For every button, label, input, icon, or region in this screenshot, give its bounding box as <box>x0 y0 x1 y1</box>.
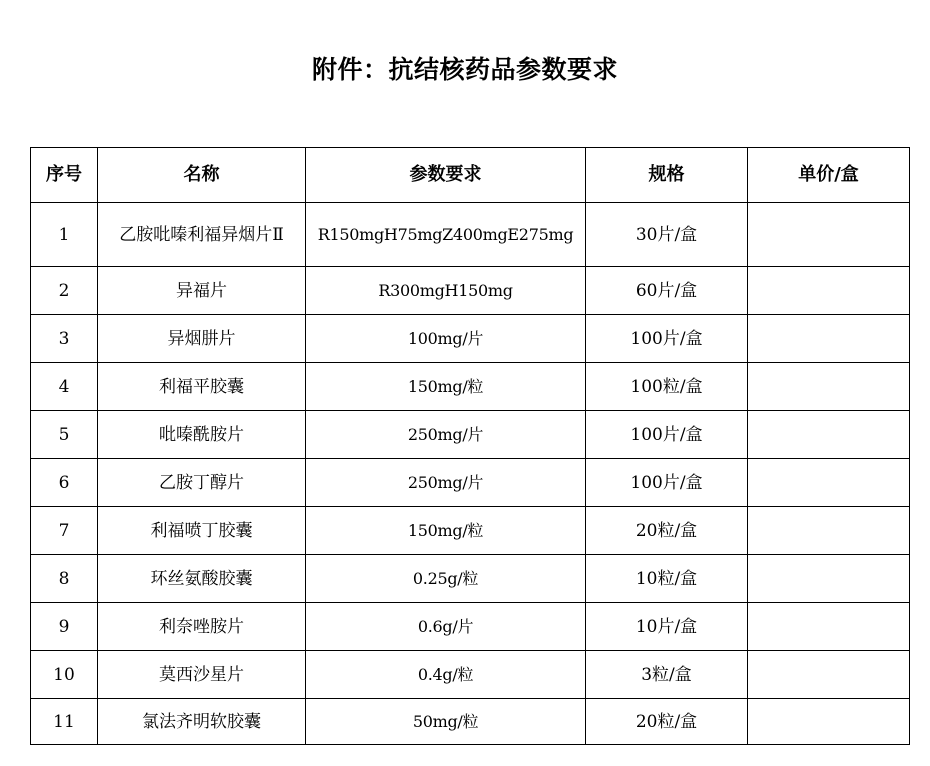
unit-price-cell <box>748 459 910 507</box>
drug-name-cell: 乙胺吡嗪利福异烟片Ⅱ <box>98 203 306 267</box>
header-serial-number: 序号 <box>31 148 98 203</box>
unit-price-cell <box>748 203 910 267</box>
drug-name-cell: 氯法齐明软胶囊 <box>98 699 306 745</box>
parameter-cell: 50mg/粒 <box>306 699 586 745</box>
specification-cell: 60片/盒 <box>586 267 748 315</box>
serial-number-cell: 5 <box>31 411 98 459</box>
serial-number-cell: 8 <box>31 555 98 603</box>
drug-name-cell: 乙胺丁醇片 <box>98 459 306 507</box>
drug-name-cell: 环丝氨酸胶囊 <box>98 555 306 603</box>
unit-price-cell <box>748 315 910 363</box>
table-row <box>31 651 910 699</box>
table-row <box>31 507 910 555</box>
table-row <box>31 555 910 603</box>
serial-number-cell: 11 <box>31 699 98 745</box>
drug-name-cell: 吡嗪酰胺片 <box>98 411 306 459</box>
parameter-cell: 0.25g/粒 <box>306 555 586 603</box>
specification-cell: 10片/盒 <box>586 603 748 651</box>
table-row <box>31 459 910 507</box>
table-row <box>31 315 910 363</box>
serial-number-cell: 10 <box>31 651 98 699</box>
unit-price-cell <box>748 411 910 459</box>
table-row <box>31 699 910 745</box>
specification-cell: 20粒/盒 <box>586 699 748 745</box>
serial-number-cell: 3 <box>31 315 98 363</box>
specification-cell: 100片/盒 <box>586 411 748 459</box>
table-row <box>31 267 910 315</box>
header-specification: 规格 <box>586 148 748 203</box>
drug-name-cell: 异福片 <box>98 267 306 315</box>
parameter-cell: 250mg/片 <box>306 459 586 507</box>
table-row <box>31 203 910 267</box>
header-parameter-requirements: 参数要求 <box>306 148 586 203</box>
specification-cell: 3粒/盒 <box>586 651 748 699</box>
drug-parameter-table <box>30 147 910 745</box>
serial-number-cell: 1 <box>31 203 98 267</box>
serial-number-cell: 6 <box>31 459 98 507</box>
unit-price-cell <box>748 555 910 603</box>
header-name: 名称 <box>98 148 306 203</box>
header-unit-price: 单价/盒 <box>748 148 910 203</box>
specification-cell: 20粒/盒 <box>586 507 748 555</box>
table-row <box>31 411 910 459</box>
specification-cell: 30片/盒 <box>586 203 748 267</box>
drug-name-cell: 莫西沙星片 <box>98 651 306 699</box>
specification-cell: 100粒/盒 <box>586 363 748 411</box>
unit-price-cell <box>748 603 910 651</box>
serial-number-cell: 4 <box>31 363 98 411</box>
drug-name-cell: 利福平胶囊 <box>98 363 306 411</box>
unit-price-cell <box>748 507 910 555</box>
drug-name-cell: 利福喷丁胶囊 <box>98 507 306 555</box>
unit-price-cell <box>748 699 910 745</box>
parameter-cell: 0.4g/粒 <box>306 651 586 699</box>
table-header-row <box>31 148 910 203</box>
parameter-cell: 150mg/粒 <box>306 507 586 555</box>
drug-name-cell: 利奈唑胺片 <box>98 603 306 651</box>
drug-name-cell: 异烟肼片 <box>98 315 306 363</box>
page-title: 附件：抗结核药品参数要求 <box>311 55 618 84</box>
parameter-cell: R300mgH150mg <box>306 267 586 315</box>
parameter-cell: 100mg/片 <box>306 315 586 363</box>
specification-cell: 100片/盒 <box>586 315 748 363</box>
specification-cell: 100片/盒 <box>586 459 748 507</box>
unit-price-cell <box>748 267 910 315</box>
table-row <box>31 363 910 411</box>
parameter-cell: 150mg/粒 <box>306 363 586 411</box>
serial-number-cell: 7 <box>31 507 98 555</box>
parameter-cell: R150mgH75mgZ400mgE275mg <box>306 203 586 267</box>
parameter-cell: 250mg/片 <box>306 411 586 459</box>
serial-number-cell: 2 <box>31 267 98 315</box>
unit-price-cell <box>748 363 910 411</box>
serial-number-cell: 9 <box>31 603 98 651</box>
specification-cell: 10粒/盒 <box>586 555 748 603</box>
table-row <box>31 603 910 651</box>
unit-price-cell <box>748 651 910 699</box>
parameter-cell: 0.6g/片 <box>306 603 586 651</box>
